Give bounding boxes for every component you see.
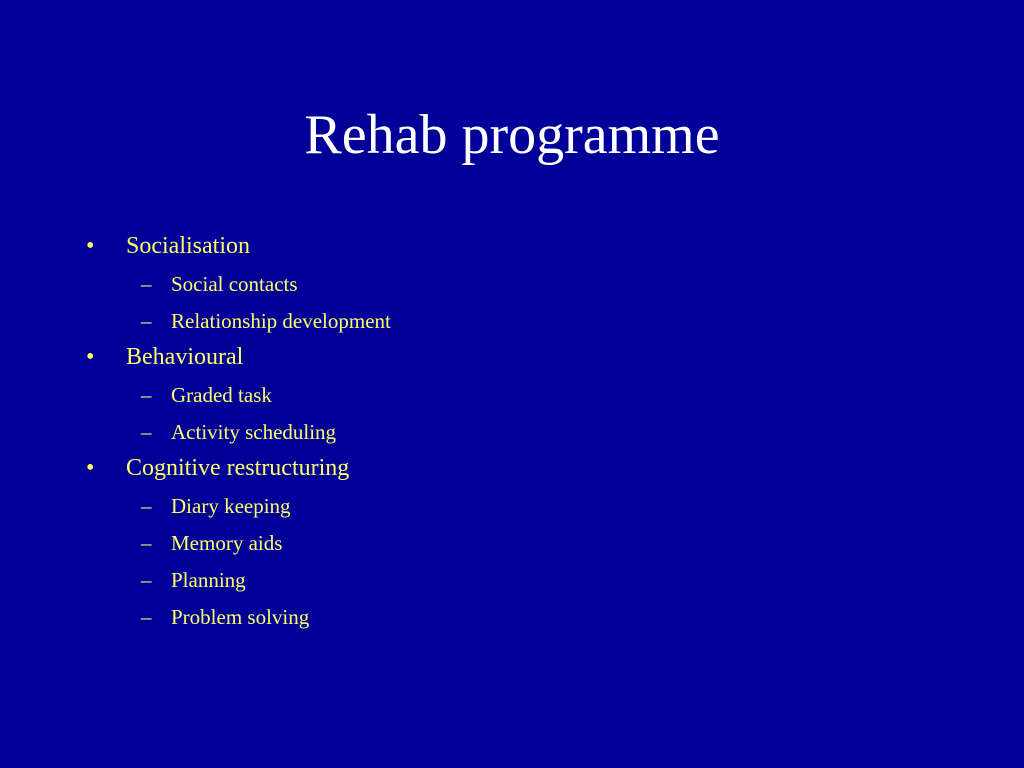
sub-bullet-item (86, 525, 946, 562)
sub-bullet-item (86, 599, 946, 636)
sub-bullet-label: Planning (171, 568, 246, 592)
sub-bullet-label: Social contacts (171, 272, 298, 296)
bullet-group-cognitive (86, 452, 946, 636)
sub-bullet-label: Activity scheduling (171, 420, 337, 444)
sub-bullet-item (86, 266, 946, 303)
dash-marker: – (141, 605, 152, 629)
dash-marker: – (141, 531, 152, 555)
sub-bullet-item (86, 488, 946, 525)
dash-marker: – (141, 272, 152, 296)
sub-bullet-label: Problem solving (171, 605, 310, 629)
sub-bullet-item (86, 303, 946, 340)
sub-bullet-label: Diary keeping (171, 494, 291, 518)
bullet-marker: • (86, 233, 95, 259)
sub-bullet-item (86, 377, 946, 414)
dash-marker: – (141, 568, 152, 592)
sub-bullet-label: Relationship development (171, 309, 391, 333)
slide-title: Rehab programme (304, 104, 720, 166)
bullet-group-socialisation (86, 230, 946, 340)
sub-bullet-label: Graded task (171, 383, 272, 407)
bullet-list (86, 229, 946, 636)
bullet-item (86, 341, 946, 377)
dash-marker: – (141, 494, 152, 518)
dash-marker: – (141, 383, 152, 407)
bullet-item (86, 230, 946, 266)
sub-bullet-label: Memory aids (171, 531, 283, 555)
bullet-group-behavioural (86, 341, 946, 451)
sub-bullet-item (86, 562, 946, 599)
bullet-label: Cognitive restructuring (126, 455, 350, 481)
dash-marker: – (141, 309, 152, 333)
bullet-label: Behavioural (126, 344, 244, 370)
bullet-label: Socialisation (126, 233, 250, 259)
bullet-marker: • (86, 455, 95, 481)
sub-bullet-item (86, 414, 946, 451)
bullet-marker: • (86, 344, 95, 370)
bullet-item (86, 452, 946, 488)
dash-marker: – (141, 420, 152, 444)
